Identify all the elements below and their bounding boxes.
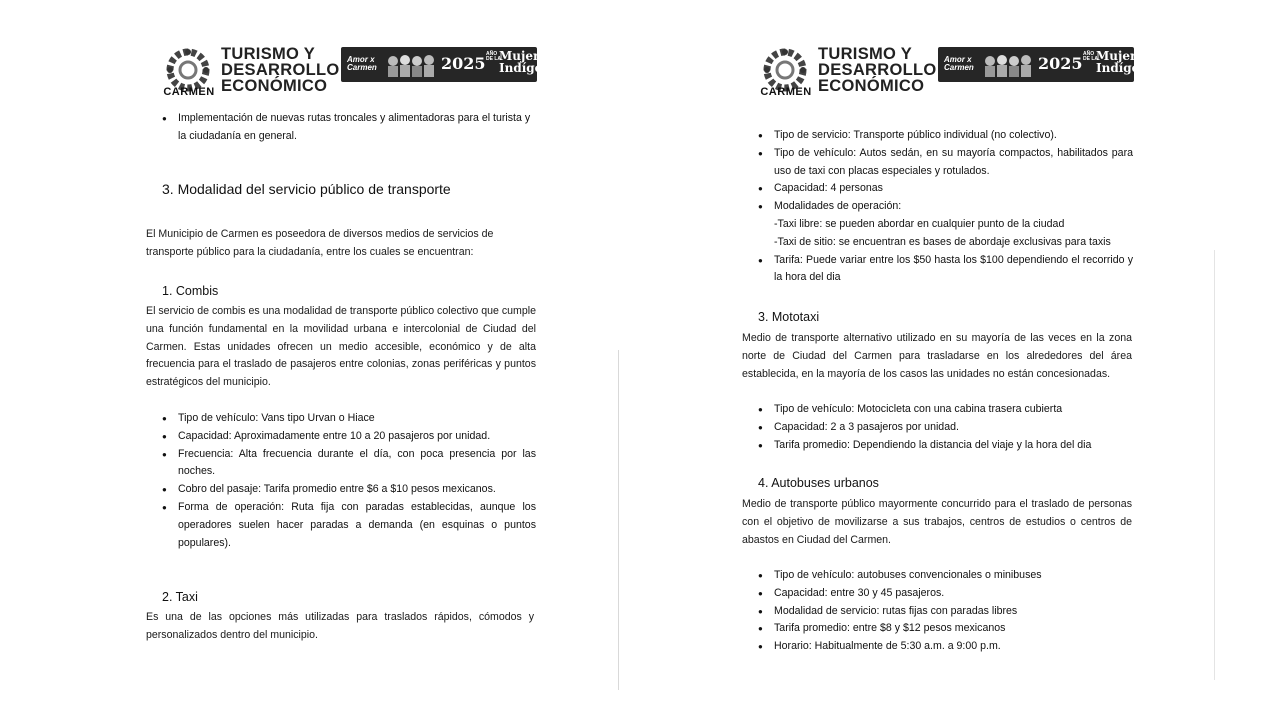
- page-header: [760, 40, 1156, 104]
- list-item: ● Tipo de servicio: Transporte público individual (no colectivo).: [758, 127, 1133, 145]
- document-page-right: [620, 0, 1280, 720]
- list-item: ● Tipo de vehículo: Autos sedán, en su mayoría compactos, habilitados para uso de taxi con placas especiales y rotulados.: [758, 145, 1133, 181]
- list-item: ● Cobro del pasaje: Tarifa promedio entre $6 a $10 pesos mexicanos.: [162, 481, 536, 499]
- list-item: ● Capacidad: Aproximadamente entre 10 a 20 pasajeros por unidad.: [162, 428, 536, 446]
- page-divider: [618, 350, 619, 690]
- banner-amor-text: Amor x Carmen: [944, 55, 974, 72]
- banner-year: 2025: [441, 54, 486, 73]
- list-item: ● Forma de operación: Ruta fija con paradas establecidas, aunque los operadores suelen hacer paradas a demanda (en esquinas o puntos populares).: [162, 499, 536, 552]
- list-item: ● Implementación de nuevas rutas troncales y alimentadoras para el turista y la ciudadanía en general.: [162, 110, 536, 146]
- mototaxi-bullet-list: [758, 401, 1133, 454]
- bus-paragraph: Medio de transporte público mayormente concurrido para el traslado de personas con el objetivo de movilizarse a sus trabajos, centros de estudios o centros de abastos en Ciudad del Carmen.: [742, 498, 1132, 546]
- combis-title: 1. Combis: [162, 284, 219, 298]
- banner-amor-text: Amor x Carmen: [347, 55, 377, 72]
- list-item: ● Tipo de vehículo: Motocicleta con una cabina trasera cubierta: [758, 401, 1133, 419]
- page-header: [163, 40, 559, 104]
- taxi-bullet-list: [758, 127, 1133, 287]
- logo-caption: CARMEN: [760, 86, 812, 98]
- banner-mujer: Mujer Indígena: [1096, 49, 1156, 75]
- taxi-subitem: -Taxi libre: se pueden abordar en cualquier punto de la ciudad: [774, 217, 1065, 230]
- intro-bullet-list: [162, 110, 536, 146]
- document-page-left: [0, 0, 620, 720]
- banner-mujer: Mujer Indígena: [499, 49, 559, 75]
- section-intro: El Municipio de Carmen es poseedora de diversos medios de servicios de transporte público para la ciudadanía, entre los cuales se encuentran:: [146, 228, 494, 258]
- combis-paragraph: El servicio de combis es una modalidad de transporte público colectivo que cumple una función fundamental en la movilidad urbana e intercolonial de Ciudad del Carmen. Estas unidades ofrecen un medio accesible, económico y de alta frecuencia para el traslado de pasajeros entre colonias, zonas periféricas y puntos estratégicos del municipio.: [146, 305, 536, 389]
- list-item: ● Capacidad: entre 30 y 45 pasajeros.: [758, 585, 1133, 603]
- list-item: ● Horario: Habitualmente de 5:30 a.m. a 9:00 p.m.: [758, 638, 1133, 656]
- bus-bullet-list: [758, 567, 1133, 656]
- combis-bullet-list: [162, 410, 536, 552]
- taxi-title: 2. Taxi: [162, 590, 198, 604]
- list-item: ● Tarifa: Puede variar entre los $50 hasta los $100 dependiendo el recorrido y la hora del dia: [758, 252, 1133, 288]
- list-item: ● Tipo de vehículo: Vans tipo Urvan o Hiace: [162, 410, 536, 428]
- women-illustration-icon: [385, 53, 437, 77]
- list-item: ● Tarifa promedio: entre $8 y $12 pesos mexicanos: [758, 620, 1133, 638]
- mototaxi-paragraph: Medio de transporte alternativo utilizado en su mayoría de las veces en la zona norte de Ciudad del Carmen para trasladarse en los alrededores del área establecida, en la mayoría de los casos las unidades no están concesionadas.: [742, 332, 1132, 380]
- year-banner: [938, 47, 1156, 82]
- mototaxi-title: 3. Mototaxi: [758, 310, 820, 324]
- section-title: 3. Modalidad del servicio público de transporte: [162, 181, 451, 197]
- brand-title: TURISMO Y DESARROLLO ECONÓMICO: [221, 45, 340, 95]
- list-item: ● Modalidades de operación:: [758, 198, 1133, 216]
- taxi-subitem: -Taxi de sitio: se encuentran es bases de abordaje exclusivas para taxis: [774, 235, 1111, 248]
- women-illustration-icon: [982, 53, 1034, 77]
- list-item: ● Modalidad de servicio: rutas fijas con paradas libres: [758, 603, 1133, 621]
- page-edge: [1214, 250, 1215, 680]
- list-item: ● Tarifa promedio: Dependiendo la distancia del viaje y la hora del dia: [758, 437, 1133, 455]
- taxi-paragraph: Es una de las opciones más utilizadas para traslados rápidos, cómodos y personalizados dentro del municipio.: [146, 611, 534, 641]
- bus-title: 4. Autobuses urbanos: [758, 476, 879, 490]
- banner-ano: AÑO DE LA: [1083, 51, 1098, 62]
- brand-title: TURISMO Y DESARROLLO ECONÓMICO: [818, 45, 937, 95]
- list-item: ● Capacidad: 2 a 3 pasajeros por unidad.: [758, 419, 1133, 437]
- banner-ano: AÑO DE LA: [486, 51, 501, 62]
- year-banner: [341, 47, 559, 82]
- list-item: ● Tipo de vehículo: autobuses convencionales o minibuses: [758, 567, 1133, 585]
- list-item: ● Frecuencia: Alta frecuencia durante el día, con poca presencia por las noches.: [162, 446, 536, 482]
- banner-year: 2025: [1038, 54, 1083, 73]
- logo-caption: CARMEN: [163, 86, 215, 98]
- list-item: ● Capacidad: 4 personas: [758, 180, 1133, 198]
